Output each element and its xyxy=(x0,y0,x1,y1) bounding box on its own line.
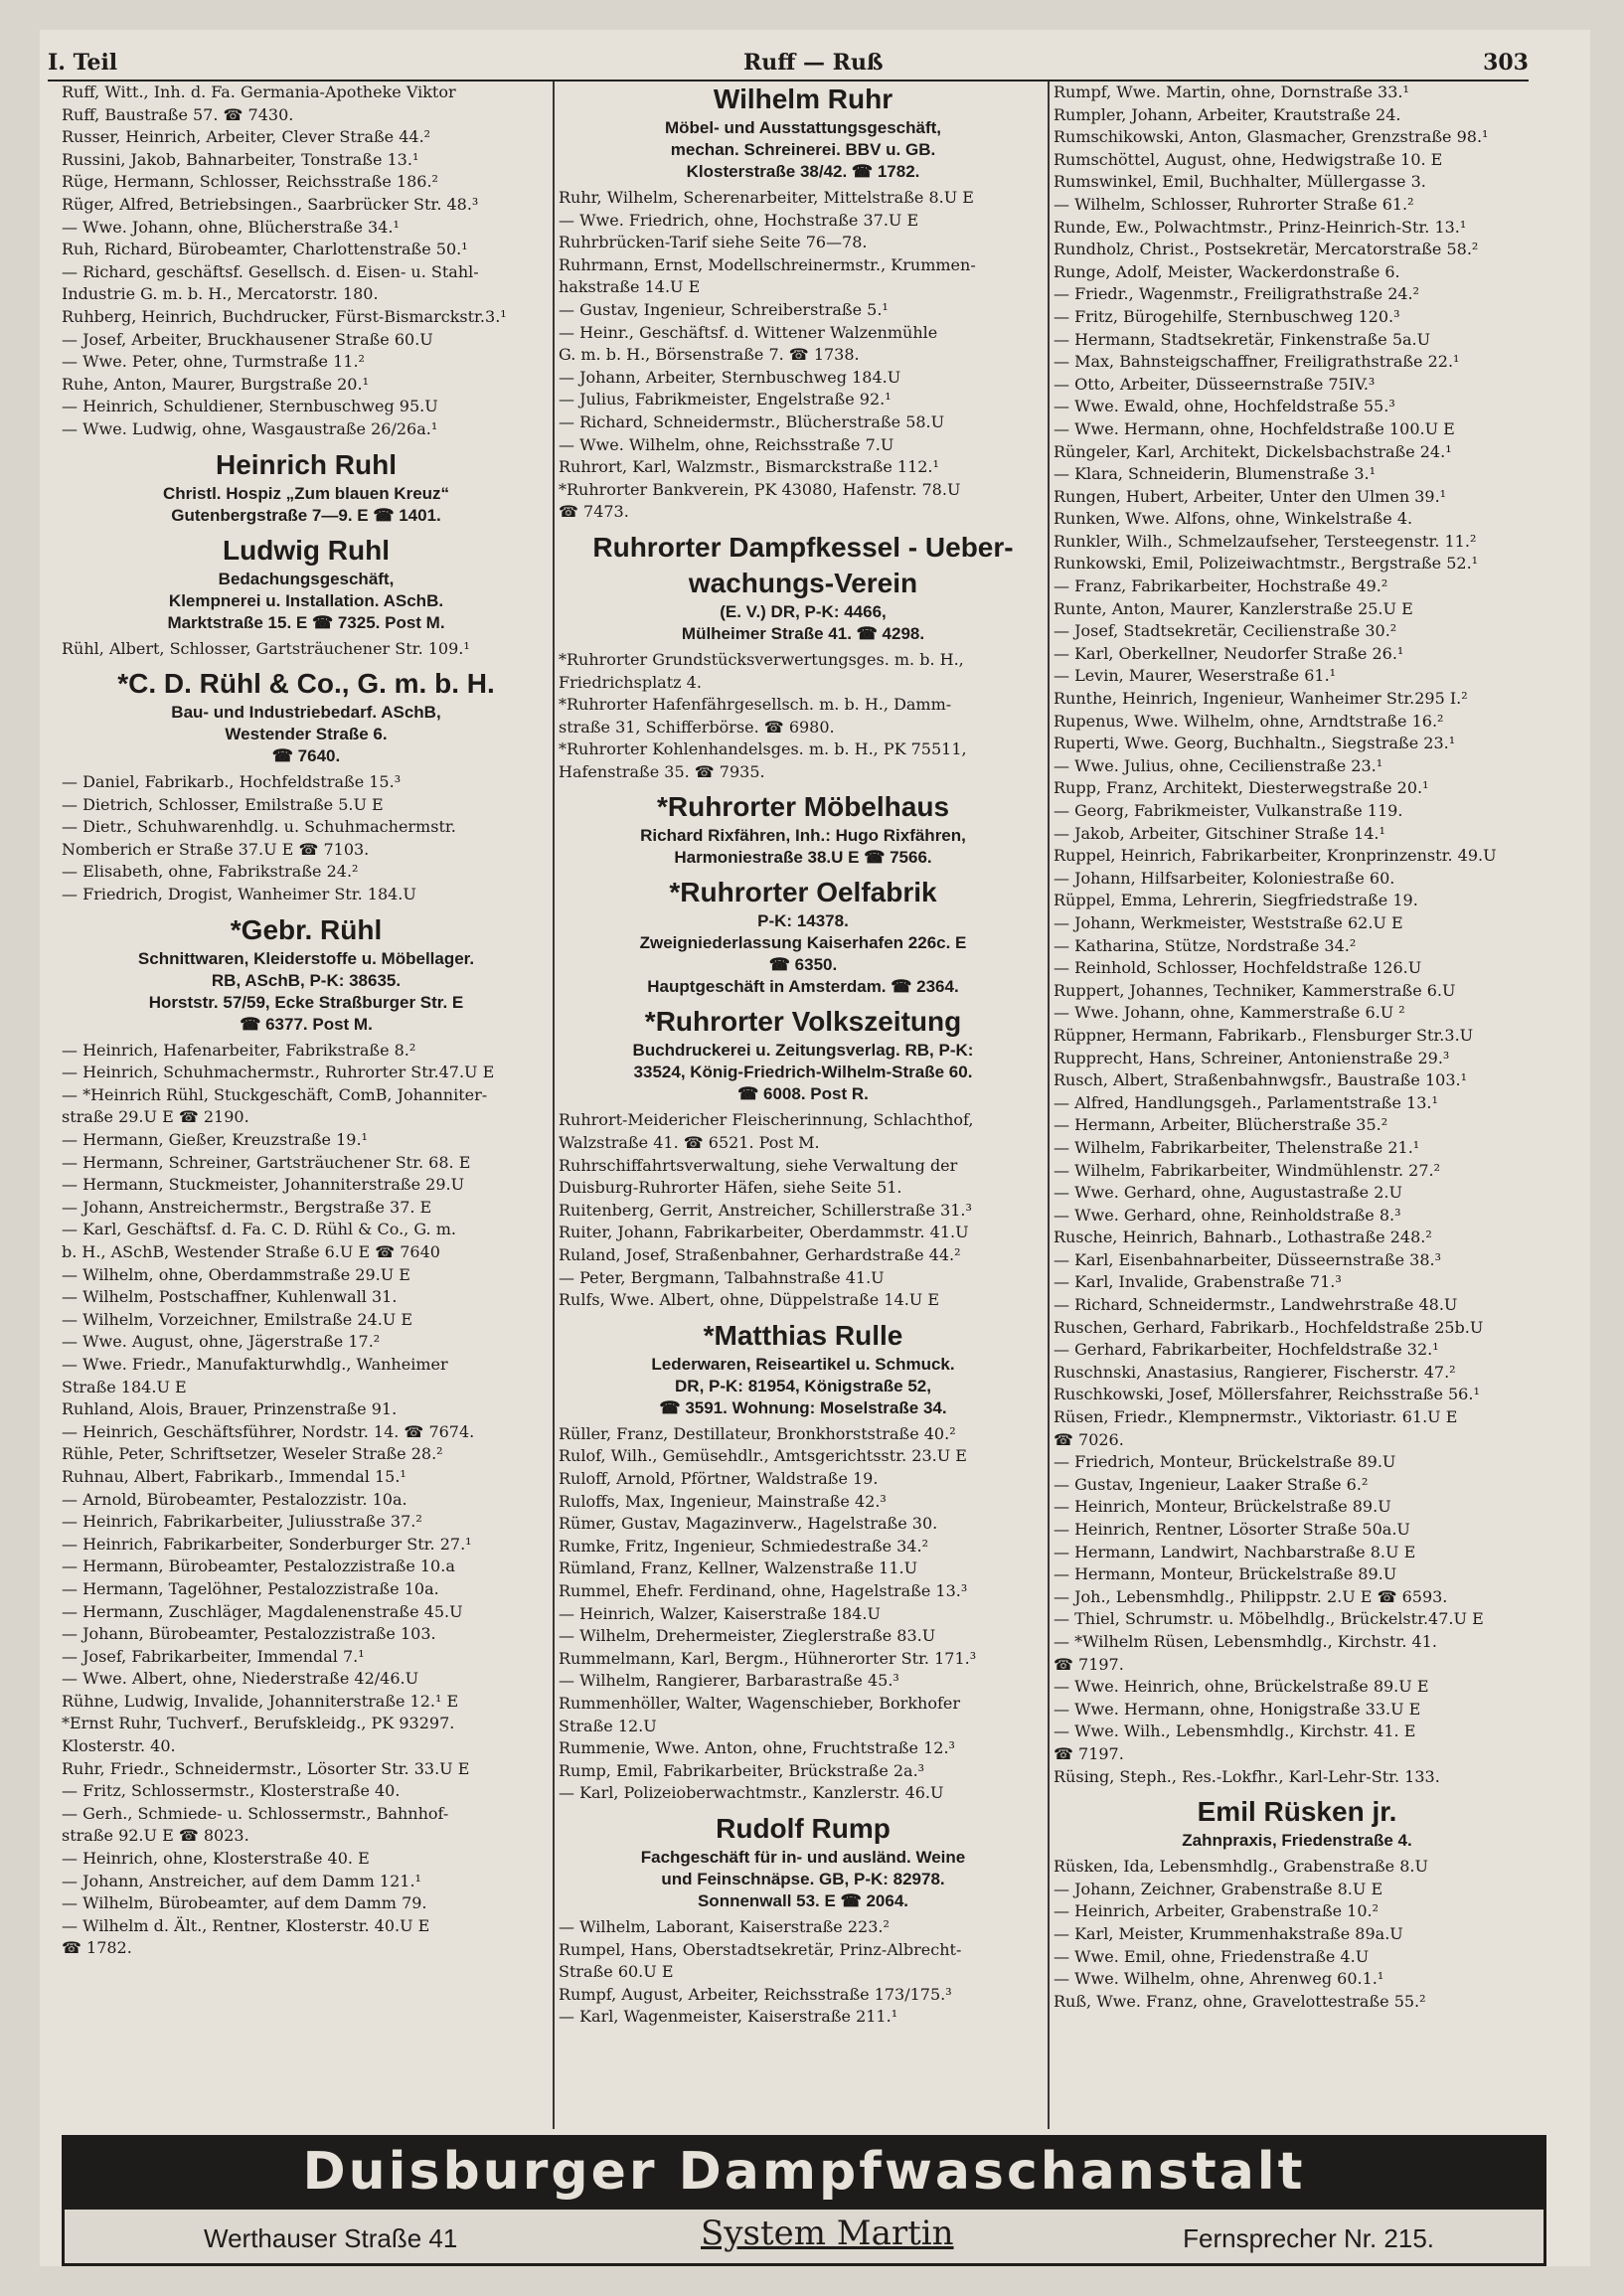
directory-entry: Ruppert, Johannes, Techniker, Kammerstraße 6.U xyxy=(1054,980,1456,1000)
directory-entry: — Karl, Meister, Krummenhakstraße 89a.U xyxy=(1054,1923,1403,1943)
directory-entry: — Wilhelm, Laborant, Kaiserstraße 223.² xyxy=(559,1916,890,1936)
directory-entry: ☎ 7026. xyxy=(1054,1429,1124,1449)
directory-entry: b. H., ASchB, Westender Straße 6.U E ☎ 7640 xyxy=(62,1242,440,1261)
directory-entry: — Elisabeth, ohne, Fabrikstraße 24.² xyxy=(62,862,359,882)
directory-entry: — Hermann, Bürobeamter, Pestalozzistraße 10.a xyxy=(62,1557,455,1576)
directory-entry: Ruff, Witt., Inh. d. Fa. Germania-Apotheke Viktor xyxy=(62,82,456,101)
directory-entry: — Karl, Eisenbahnarbeiter, Düsseernstraße 38.³ xyxy=(1054,1249,1442,1269)
directory-entry: Rüller, Franz, Destillateur, Bronkhorststraße 40.² xyxy=(559,1423,956,1443)
entry-list xyxy=(1054,82,1541,1788)
directory-entry: Rundholz, Christ., Postsekretär, Mercatorstraße 58.² xyxy=(1054,240,1479,259)
ad-line: Zahnpraxis, Friedenstraße 4. xyxy=(1182,1831,1412,1851)
directory-entry: hakstraße 14.U E xyxy=(559,277,701,297)
directory-entry: Rümer, Gustav, Magazinverw., Hagelstraße 30. xyxy=(559,1514,938,1534)
directory-entry: — Friedrich, Monteur, Brückelstraße 89.U xyxy=(1054,1452,1396,1472)
directory-entry: — Wilhelm, ohne, Oberdammstraße 29.U E xyxy=(62,1264,410,1284)
directory-entry: — *Wilhelm Rüsen, Lebensmhdlg., Kirchstr. 41. xyxy=(1054,1631,1437,1651)
directory-entry: Runkowski, Emil, Polizeiwachtmstr., Bergstraße 52.¹ xyxy=(1054,554,1479,574)
directory-entry: — Heinrich, Rentner, Lösorter Straße 50a.U xyxy=(1054,1520,1410,1539)
directory-entry: — Heinrich, Hafenarbeiter, Fabrikstraße 8.² xyxy=(62,1040,416,1060)
directory-entry: — Gerhard, Fabrikarbeiter, Hochfeldstraße 32.¹ xyxy=(1054,1340,1439,1360)
directory-entry: — Wilhelm, Rangierer, Barbarastraße 45.³ xyxy=(559,1671,899,1691)
ad-line: Marktstraße 15. E ☎ 7325. Post M. xyxy=(167,612,445,632)
directory-entry: Rüppel, Emma, Lehrerin, Siegfriedstraße 19. xyxy=(1054,891,1418,910)
directory-entry: — Johann, Werkmeister, Weststraße 62.U E xyxy=(1054,912,1403,932)
directory-entry: Ruff, Baustraße 57. ☎ 7430. xyxy=(62,104,294,124)
directory-entry: — Hermann, Tagelöhner, Pestalozzistraße 10a. xyxy=(62,1578,439,1598)
entry-list xyxy=(559,1109,1048,1311)
directory-entry: — Josef, Fabrikarbeiter, Immendal 7.¹ xyxy=(62,1646,365,1666)
directory-entry: Rungen, Hubert, Arbeiter, Unter den Ulmen 39.¹ xyxy=(1054,486,1447,506)
directory-entry: *Ruhrorter Kohlenhandelsges. m. b. H., PK 75511, xyxy=(559,739,967,759)
ad-line: Zweigniederlassung Kaiserhafen 226c. E xyxy=(639,933,967,953)
directory-entry: — Gerh., Schmiede- u. Schlossermstr., Bahnhof- xyxy=(62,1803,449,1823)
ad-cd-ruehl xyxy=(62,666,551,767)
ad-name: *Ruhrorter Oelfabrik xyxy=(669,877,937,908)
directory-entry: — Johann, Bürobeamter, Pestalozzistraße 103. xyxy=(62,1624,436,1644)
ad-line: Harmoniestraße 38.U E ☎ 7566. xyxy=(674,848,932,868)
directory-entry: — Wilhelm, Postschaffner, Kuhlenwall 31. xyxy=(62,1287,398,1307)
ad-ludwig-ruhl xyxy=(62,533,551,634)
ad-line: Horststr. 57/59, Ecke Straßburger Str. E xyxy=(148,992,464,1012)
ad-line: Fachgeschäft für in- und ausländ. Weine xyxy=(640,1847,966,1867)
directory-entry: Industrie G. m. b. H., Mercatorstr. 180. xyxy=(62,284,379,304)
directory-entry: Rupp, Franz, Architekt, Diesterwegstraße 20.¹ xyxy=(1054,778,1429,798)
directory-entry: — Reinhold, Schlosser, Hochfeldstraße 126.U xyxy=(1054,958,1422,978)
directory-entry: Rumschikowski, Anton, Glasmacher, Grenzstraße 98.¹ xyxy=(1054,127,1489,147)
directory-entry: Rumpel, Hans, Oberstadtsekretär, Prinz-Albrecht- xyxy=(559,1939,962,1959)
ad-wilhelm-ruhr xyxy=(559,82,1048,183)
directory-entry: — Wwe. Julius, ohne, Cecilienstraße 23.¹ xyxy=(1054,755,1383,775)
ad-name: Heinrich Ruhl xyxy=(215,448,397,480)
directory-entry: — Wilhelm d. Ält., Rentner, Klosterstr. 40.U E xyxy=(62,1915,430,1935)
directory-entry: Ruitenberg, Gerrit, Anstreicher, Schillerstraße 31.³ xyxy=(559,1200,972,1220)
ad-line: mechan. Schreinerei. BBV u. GB. xyxy=(670,140,936,159)
directory-entry: — Wwe. Emil, ohne, Friedenstraße 4.U xyxy=(1054,1946,1370,1966)
directory-entry: Rusche, Heinrich, Bahnarb., Lothastraße 248.² xyxy=(1054,1228,1432,1247)
ad-name: *Ruhrorter Möbelhaus xyxy=(656,791,950,823)
directory-entry: Rüge, Hermann, Schlosser, Reichsstraße 186.² xyxy=(62,172,438,192)
ad-line: ☎ 6008. Post R. xyxy=(737,1084,869,1104)
directory-entry: — Richard, Schneidermstr., Landwehrstraße 48.U xyxy=(1054,1295,1458,1315)
ad-line: Sonnenwall 53. E ☎ 2064. xyxy=(697,1890,909,1910)
directory-entry: Runde, Ew., Polwachtmstr., Prinz-Heinrich-Str. 13.¹ xyxy=(1054,217,1467,237)
directory-entry: straße 29.U E ☎ 2190. xyxy=(62,1107,249,1127)
ad-line: DR, P-K: 81954, Königstraße 52, xyxy=(675,1376,931,1395)
column-rule xyxy=(1048,82,1050,2129)
ad-volkszeitung xyxy=(559,1004,1048,1105)
directory-entry: Russini, Jakob, Bahnarbeiter, Tonstraße 13.¹ xyxy=(62,149,419,169)
ad-line: Klosterstraße 38/42. ☎ 1782. xyxy=(686,162,920,181)
ad-line: ☎ 6350. xyxy=(768,955,838,975)
directory-entry: Rummenie, Wwe. Anton, ohne, Fruchtstraße 12.³ xyxy=(559,1738,955,1758)
directory-entry: — Wwe. August, ohne, Jägerstraße 17.² xyxy=(62,1332,381,1352)
ad-name: Ludwig Ruhl xyxy=(223,534,390,566)
ad-line: RB, ASchB, P-K: 38635. xyxy=(211,970,402,990)
directory-entry: — Josef, Arbeiter, Bruckhausener Straße 60.U xyxy=(62,329,433,349)
footer-title: Duisburger Dampfwaschanstalt xyxy=(302,2142,1306,2202)
directory-entry: straße 92.U E ☎ 8023. xyxy=(62,1826,249,1846)
entry-list xyxy=(62,1040,551,1960)
entry-list xyxy=(62,638,551,661)
directory-entry: — Alfred, Handlungsgeh., Parlamentstraße 13.¹ xyxy=(1054,1092,1438,1112)
directory-entry: straße 31, Schifferbörse. ☎ 6980. xyxy=(559,717,835,737)
directory-entry: — *Heinrich Rühl, Stuckgeschäft, ComB, Johanniter- xyxy=(62,1084,488,1104)
directory-entry: — Heinrich, Geschäftsführer, Nordstr. 14. ☎ 7674. xyxy=(62,1421,475,1441)
ad-name: Rudolf Rump xyxy=(716,1812,891,1844)
directory-entry: — Wwe. Ewald, ohne, Hochfeldstraße 55.³ xyxy=(1054,397,1395,416)
directory-entry: — Hermann, Monteur, Brückelstraße 89.U xyxy=(1054,1564,1397,1584)
directory-entry: — Hermann, Stadtsekretär, Finkenstraße 5a.U xyxy=(1054,329,1431,349)
directory-entry: Rupenus, Wwe. Wilhelm, ohne, Arndtstraße 16.² xyxy=(1054,711,1444,731)
directory-entry: Rumswinkel, Emil, Buchhalter, Müllergasse 3. xyxy=(1054,172,1426,192)
directory-entry: — Johann, Zeichner, Grabenstraße 8.U E xyxy=(1054,1879,1383,1898)
directory-entry: Nomberich er Straße 37.U E ☎ 7103. xyxy=(62,839,370,859)
directory-entry: Rühle, Peter, Schriftsetzer, Weseler Straße 28.² xyxy=(62,1444,443,1464)
directory-entry: — Wwe. Wilh., Lebensmhdlg., Kirchstr. 41. E xyxy=(1054,1722,1416,1741)
directory-entry: Ruland, Josef, Straßenbahner, Gerhardstraße 44.² xyxy=(559,1245,961,1265)
page-number: 303 xyxy=(1483,50,1529,76)
ad-line: Buchdruckerei u. Zeitungsverlag. RB, P-K: xyxy=(632,1041,974,1061)
directory-entry: Ruschen, Gerhard, Fabrikarb., Hochfeldstraße 25b.U xyxy=(1054,1317,1484,1337)
directory-entry: Rümland, Franz, Kellner, Walzenstraße 11.U xyxy=(559,1558,918,1578)
ad-oelfabrik xyxy=(559,875,1048,998)
ad-matthias-rulle xyxy=(559,1318,1048,1419)
directory-entry: Ruschkowski, Josef, Möllersfahrer, Reichsstraße 56.¹ xyxy=(1054,1385,1480,1404)
directory-entry: — Friedr., Wagenmstr., Freiligrathstraße 24.² xyxy=(1054,284,1420,304)
page-header xyxy=(48,48,1529,82)
ad-name: Ruhrorter Dampfkessel - Ueber- xyxy=(592,531,1014,563)
directory-entry: — Dietr., Schuhwarenhdlg. u. Schuhmachermstr. xyxy=(62,817,456,837)
ad-dampfkessel xyxy=(559,530,1048,645)
directory-entry: Rühl, Albert, Schlosser, Gartsträuchener Str. 109.¹ xyxy=(62,638,470,658)
directory-entry: — Friedrich, Drogist, Wanheimer Str. 184.U xyxy=(62,885,416,904)
directory-entry: — Levin, Maurer, Weserstraße 61.¹ xyxy=(1054,666,1337,686)
ad-line: ☎ 3591. Wohnung: Moselstraße 34. xyxy=(659,1397,947,1417)
directory-entry: Rüsken, Ida, Lebensmhdlg., Grabenstraße 8.U xyxy=(1054,1857,1428,1877)
directory-entry: Rüsen, Friedr., Klempnermstr., Viktoriastr. 61.U E xyxy=(1054,1407,1458,1427)
ad-heinrich-ruhl xyxy=(62,447,551,527)
ad-emil-ruesken xyxy=(1054,1794,1541,1852)
ad-line: ☎ 6377. Post M. xyxy=(240,1014,373,1034)
running-head: Ruff — Ruß xyxy=(743,50,884,76)
directory-entry: Runken, Wwe. Alfons, ohne, Winkelstraße 4. xyxy=(1054,509,1413,529)
directory-entry: — Wwe. Wilhelm, ohne, Reichsstraße 7.U xyxy=(559,434,894,454)
directory-entry: — Arnold, Bürobeamter, Pestalozzistr. 10a. xyxy=(62,1489,407,1509)
directory-entry: — Heinrich, Walzer, Kaiserstraße 184.U xyxy=(559,1603,881,1623)
directory-entry: Straße 12.U xyxy=(559,1716,657,1735)
directory-entry: — Hermann, Zuschläger, Magdalenenstraße 45.U xyxy=(62,1601,463,1621)
directory-entry: — Heinrich, Schuhmachermstr., Ruhrorter Str.47.U E xyxy=(62,1063,495,1082)
directory-entry: — Max, Bahnsteigschaffner, Freiligrathstraße 22.¹ xyxy=(1054,352,1460,372)
ad-line: Mülheimer Straße 41. ☎ 4298. xyxy=(681,623,925,643)
directory-entry: Klosterstr. 40. xyxy=(62,1736,176,1756)
directory-entry: Rumschöttel, August, ohne, Hedwigstraße 10. E xyxy=(1054,149,1443,169)
directory-entry: G. m. b. H., Börsenstraße 7. ☎ 1738. xyxy=(559,345,860,365)
ad-line: Westender Straße 6. xyxy=(225,725,388,744)
directory-entry: Rummelmann, Karl, Bergm., Hühnerorter Str. 171.³ xyxy=(559,1648,977,1668)
ad-line: Möbel- und Ausstattungsgeschäft, xyxy=(665,118,941,137)
directory-entry: — Hermann, Gießer, Kreuzstraße 19.¹ xyxy=(62,1130,368,1150)
entry-list xyxy=(559,1916,1048,2029)
directory-entry: — Dietrich, Schlosser, Emilstraße 5.U E xyxy=(62,794,384,814)
directory-entry: Ruß, Wwe. Franz, ohne, Gravelottestraße 55.² xyxy=(1054,1991,1426,2011)
directory-entry: Ruhnau, Albert, Fabrikarb., Immendal 15.¹ xyxy=(62,1466,406,1486)
directory-entry: Rumpf, August, Arbeiter, Reichsstraße 173/175.³ xyxy=(559,1984,952,2004)
directory-entry: — Wilhelm, Drehermeister, Zieglerstraße 83.U xyxy=(559,1626,936,1646)
directory-entry: Rummenhöller, Walter, Wagenschieber, Borkhofer xyxy=(559,1693,960,1713)
directory-entry: Runthe, Heinrich, Ingenieur, Wanheimer Str.295 I.² xyxy=(1054,689,1468,709)
directory-entry: — Joh., Lebensmhdlg., Philippstr. 2.U E ☎ 6593. xyxy=(1054,1586,1448,1606)
ad-line: Bau- und Industriebedarf. ASchB, xyxy=(171,703,441,723)
directory-entry: — Heinrich, Fabrikarbeiter, Sonderburger Str. 27.¹ xyxy=(62,1534,472,1554)
directory-entry: Ruhrbrücken-Tarif siehe Seite 76—78. xyxy=(559,233,868,252)
directory-entry: Rulof, Wilh., Gemüsehdlr., Amtsgerichtsstr. 23.U E xyxy=(559,1446,967,1466)
directory-entry: *Ruhrorter Grundstücksverwertungsges. m. b. H., xyxy=(559,649,964,669)
directory-entry: — Wwe. Johann, ohne, Kammerstraße 6.U ² xyxy=(1054,1003,1405,1023)
directory-entry: — Heinrich, Monteur, Brückelstraße 89.U xyxy=(1054,1497,1391,1517)
directory-entry: Rüger, Alfred, Betriebsingen., Saarbrücker Str. 48.³ xyxy=(62,194,479,214)
directory-entry: Ruschnski, Anastasius, Rangierer, Fischerstr. 47.² xyxy=(1054,1362,1456,1382)
ad-name: *C. D. Rühl & Co., G. m. b. H. xyxy=(117,668,495,700)
directory-entry: — Johann, Anstreicher, auf dem Damm 121.¹ xyxy=(62,1871,421,1890)
directory-entry: Rüngeler, Karl, Architekt, Dickelsbachstraße 24.¹ xyxy=(1054,441,1452,461)
section-label: I. Teil xyxy=(48,50,118,76)
directory-entry: — Wwe. Hermann, ohne, Honigstraße 33.U E xyxy=(1054,1699,1421,1719)
ad-line: P-K: 14378. xyxy=(757,911,849,931)
directory-entry: Duisburg-Ruhrorter Häfen, siehe Seite 51. xyxy=(559,1178,902,1198)
directory-entry: — Hermann, Schreiner, Gartsträuchener Str. 68. E xyxy=(62,1152,471,1172)
column-rule xyxy=(553,82,555,2129)
entry-list xyxy=(62,82,551,441)
directory-entry: — Karl, Invalide, Grabenstraße 71.³ xyxy=(1054,1272,1342,1292)
directory-entry: Rummel, Ehefr. Ferdinand, ohne, Hagelstraße 13.³ xyxy=(559,1580,968,1600)
footer-advertisement xyxy=(62,2135,1546,2266)
directory-entry: Ruhrschiffahrtsverwaltung, siehe Verwaltung der xyxy=(559,1155,958,1175)
ad-line: Schnittwaren, Kleiderstoffe u. Möbellager. xyxy=(137,948,475,968)
footer-address: Werthauser Straße 41 xyxy=(204,2223,458,2253)
ad-line: und Feinschnäpse. GB, P-K: 82978. xyxy=(661,1869,945,1888)
directory-entry: Rüsing, Steph., Res.-Lokfhr., Karl-Lehr-Str. 133. xyxy=(1054,1766,1440,1786)
entry-list xyxy=(62,771,551,906)
directory-entry: — Julius, Fabrikmeister, Engelstraße 92.¹ xyxy=(559,390,892,410)
directory-entry: — Heinrich, Fabrikarbeiter, Juliusstraße 37.² xyxy=(62,1512,422,1532)
directory-entry: — Wwe. Heinrich, ohne, Brückelstraße 89.U E xyxy=(1054,1677,1429,1697)
ad-name: *Ruhrorter Volkszeitung xyxy=(644,1006,962,1038)
directory-entry: Friedrichsplatz 4. xyxy=(559,672,702,692)
directory-entry: — Karl, Polizeioberwachtmstr., Kanzlerstr. 46.U xyxy=(559,1783,944,1803)
ad-name: *Gebr. Rühl xyxy=(230,913,383,945)
ad-line: ☎ 7640. xyxy=(271,746,341,766)
directory-entry: — Katharina, Stütze, Nordstraße 34.² xyxy=(1054,935,1357,955)
directory-entry: Ruhr, Wilhelm, Scherenarbeiter, Mittelstraße 8.U E xyxy=(559,188,974,207)
directory-entry: ☎ 7473. xyxy=(559,502,629,522)
directory-entry: Ruhland, Alois, Brauer, Prinzenstraße 91. xyxy=(62,1399,398,1419)
directory-entry: — Wwe. Friedr., Manufakturwhdlg., Wanheimer xyxy=(62,1354,448,1374)
directory-entry: Ruh, Richard, Bürobeamter, Charlottenstraße 50.¹ xyxy=(62,240,468,259)
ad-line: 33524, König-Friedrich-Wilhelm-Straße 60. xyxy=(633,1063,973,1082)
directory-entry: — Thiel, Schrumstr. u. Möbelhdlg., Brückelstr.47.U E xyxy=(1054,1609,1484,1629)
directory-entry: — Karl, Oberkellner, Neudorfer Straße 26.¹ xyxy=(1054,643,1404,663)
directory-entry: Rumke, Fritz, Ingenieur, Schmiedestraße 34.² xyxy=(559,1536,928,1556)
column-1 xyxy=(62,82,551,2129)
directory-entry: Russer, Heinrich, Arbeiter, Clever Straße 44.² xyxy=(62,127,431,147)
directory-entry: Rumpler, Johann, Arbeiter, Krautstraße 24. xyxy=(1054,104,1401,124)
directory-entry: — Karl, Geschäftsf. d. Fa. C. D. Rühl & Co., G. m. xyxy=(62,1220,456,1239)
footer-phone: Fernsprecher Nr. 215. xyxy=(1183,2223,1434,2253)
directory-entry: Ruhrort-Meidericher Fleischerinnung, Schlachthof, xyxy=(559,1110,974,1130)
directory-entry: — Hermann, Arbeiter, Blücherstraße 35.² xyxy=(1054,1115,1388,1135)
directory-entry: *Ruhrorter Bankverein, PK 43080, Hafenstr. 78.U xyxy=(559,479,961,499)
directory-entry: — Heinrich, ohne, Klosterstraße 40. E xyxy=(62,1849,370,1869)
entry-list xyxy=(559,1423,1048,1805)
directory-entry: Runge, Adolf, Meister, Wackerdonstraße 6. xyxy=(1054,261,1400,281)
directory-entry: Rüppner, Hermann, Fabrikarb., Flensburger Str.3.U xyxy=(1054,1025,1474,1045)
directory-entry: Runkler, Wilh., Schmelzaufseher, Tersteegenstr. 11.² xyxy=(1054,531,1477,551)
directory-entry: Runte, Anton, Maurer, Kanzlerstraße 25.U E xyxy=(1054,598,1413,618)
directory-entry: — Wwe. Wilhelm, ohne, Ahrenweg 60.1.¹ xyxy=(1054,1969,1384,1989)
ad-gebr-ruehl xyxy=(62,912,551,1036)
directory-entry: — Franz, Fabrikarbeiter, Hochstraße 49.² xyxy=(1054,576,1388,596)
ad-name: Wilhelm Ruhr xyxy=(713,83,893,114)
directory-entry: *Ernst Ruhr, Tuchverf., Berufskleidg., PK 93297. xyxy=(62,1714,455,1733)
directory-entry: Walzstraße 41. ☎ 6521. Post M. xyxy=(559,1133,820,1153)
directory-entry: Ruloffs, Max, Ingenieur, Mainstraße 42.³ xyxy=(559,1491,887,1511)
directory-entry: Ruppel, Heinrich, Fabrikarbeiter, Kronprinzenstr. 49.U xyxy=(1054,846,1497,866)
ad-line: Lederwaren, Reiseartikel u. Schmuck. xyxy=(651,1354,955,1374)
directory-entry: Rump, Emil, Fabrikarbeiter, Brückstraße 2a.³ xyxy=(559,1760,925,1780)
directory-entry: Straße 184.U E xyxy=(62,1377,187,1396)
footer-system: System Martin xyxy=(701,2214,954,2253)
entry-list xyxy=(559,649,1048,784)
entry-list xyxy=(559,187,1048,524)
directory-entry: *Ruhrorter Hafenfährgesellsch. m. b. H., Damm- xyxy=(559,695,952,715)
directory-entry: Rulfs, Wwe. Albert, ohne, Düppelstraße 14.U E xyxy=(559,1290,940,1310)
directory-entry: — Richard, Schneidermstr., Blücherstraße 58.U xyxy=(559,411,945,431)
directory-entry: — Johann, Arbeiter, Sternbuschweg 184.U xyxy=(559,367,901,387)
directory-entry: Hafenstraße 35. ☎ 7935. xyxy=(559,761,765,781)
directory-entry: Ruhr, Friedr., Schneidermstr., Lösorter Str. 33.U E xyxy=(62,1758,470,1778)
directory-entry: — Wilhelm, Schlosser, Ruhrorter Straße 61.² xyxy=(1054,194,1414,214)
entry-list xyxy=(1054,1856,1541,2013)
ad-rudolf-rump xyxy=(559,1811,1048,1912)
directory-entry: — Georg, Fabrikmeister, Vulkanstraße 119. xyxy=(1054,801,1403,820)
directory-entry: Straße 60.U E xyxy=(559,1962,674,1982)
ad-line: Klempnerei u. Installation. ASchB. xyxy=(168,590,444,610)
ad-line: Christl. Hospiz „Zum blauen Kreuz“ xyxy=(162,483,450,503)
directory-entry: — Karl, Wagenmeister, Kaiserstraße 211.¹ xyxy=(559,2007,898,2027)
directory-entry: Ruhrort, Karl, Walzmstr., Bismarckstraße 112.¹ xyxy=(559,457,939,477)
directory-entry: — Daniel, Fabrikarb., Hochfeldstraße 15.³ xyxy=(62,772,402,792)
directory-entry: Rusch, Albert, Straßenbahnwgsfr., Baustraße 103.¹ xyxy=(1054,1070,1467,1090)
ad-line: Gutenbergstraße 7—9. E ☎ 1401. xyxy=(171,505,441,525)
ad-line: Hauptgeschäft in Amsterdam. ☎ 2364. xyxy=(647,977,959,997)
directory-entry: — Gustav, Ingenieur, Laaker Straße 6.² xyxy=(1054,1474,1369,1494)
directory-entry: ☎ 7197. xyxy=(1054,1654,1124,1674)
directory-entry: Ruhe, Anton, Maurer, Burgstraße 20.¹ xyxy=(62,374,369,394)
directory-entry: — Peter, Bergmann, Talbahnstraße 41.U xyxy=(559,1267,885,1287)
directory-entry: Ruiter, Johann, Fabrikarbeiter, Oberdammstr. 41.U xyxy=(559,1223,969,1242)
directory-entry: — Wwe. Gerhard, ohne, Augustastraße 2.U xyxy=(1054,1183,1402,1203)
directory-entry: ☎ 1782. xyxy=(62,1938,132,1958)
directory-entry: Ruloff, Arnold, Pförtner, Waldstraße 19. xyxy=(559,1469,879,1488)
directory-entry: — Wwe. Ludwig, ohne, Wasgaustraße 26/26a.¹ xyxy=(62,418,438,438)
ad-line: (E. V.) DR, P-K: 4466, xyxy=(720,601,887,621)
ad-name: Emil Rüsken jr. xyxy=(1197,1796,1397,1828)
directory-entry: — Wwe. Hermann, ohne, Hochfeldstraße 100.U E xyxy=(1054,418,1455,438)
directory-entry: ☎ 7197. xyxy=(1054,1743,1124,1763)
directory-entry: — Wwe. Johann, ohne, Blücherstraße 34.¹ xyxy=(62,217,400,237)
directory-entry: — Heinrich, Arbeiter, Grabenstraße 10.² xyxy=(1054,1901,1380,1921)
directory-entry: Rühne, Ludwig, Invalide, Johanniterstraße 12.¹ E xyxy=(62,1691,459,1711)
ad-line: Bedachungsgeschäft, xyxy=(218,569,395,588)
directory-entry: — Wwe. Gerhard, ohne, Reinholdstraße 8.³ xyxy=(1054,1205,1401,1225)
column-2 xyxy=(559,82,1048,2129)
directory-entry: Rupprecht, Hans, Schreiner, Antonienstraße 29.³ xyxy=(1054,1048,1450,1067)
directory-entry: Ruhrmann, Ernst, Modellschreinermstr., Krummen- xyxy=(559,254,976,274)
directory-entry: — Wilhelm, Fabrikarbeiter, Windmühlenstr. 27.² xyxy=(1054,1160,1441,1180)
directory-entry: — Wwe. Peter, ohne, Turmstraße 11.² xyxy=(62,352,365,372)
directory-entry: — Wilhelm, Bürobeamter, auf dem Damm 79. xyxy=(62,1893,427,1913)
directory-entry: — Jakob, Arbeiter, Gitschiner Straße 14.¹ xyxy=(1054,823,1385,843)
column-3 xyxy=(1054,82,1541,2129)
directory-entry: — Johann, Anstreichermstr., Bergstraße 37. E xyxy=(62,1197,432,1217)
directory-entry: — Hermann, Stuckmeister, Johanniterstraße 29.U xyxy=(62,1175,465,1195)
directory-entry: — Hermann, Landwirt, Nachbarstraße 8.U E xyxy=(1054,1542,1416,1561)
directory-entry: Ruperti, Wwe. Georg, Buchhaltn., Siegstraße 23.¹ xyxy=(1054,734,1456,753)
ad-moebelhaus xyxy=(559,789,1048,869)
directory-entry: — Fritz, Bürogehilfe, Sternbuschweg 120.³ xyxy=(1054,306,1400,326)
directory-entry: — Wwe. Albert, ohne, Niederstraße 42/46.U xyxy=(62,1669,419,1689)
directory-entry: — Josef, Stadtsekretär, Cecilienstraße 30.² xyxy=(1054,621,1397,641)
directory-entry: — Gustav, Ingenieur, Schreiberstraße 5.¹ xyxy=(559,299,889,319)
directory-entry: — Wwe. Friedrich, ohne, Hochstraße 37.U E xyxy=(559,210,919,230)
directory-entry: — Richard, geschäftsf. Gesellsch. d. Eisen- u. Stahl- xyxy=(62,261,479,281)
directory-entry: — Klara, Schneiderin, Blumenstraße 3.¹ xyxy=(1054,464,1376,484)
directory-entry: — Heinrich, Schuldiener, Sternbuschweg 95.U xyxy=(62,397,438,416)
ad-name: *Matthias Rulle xyxy=(703,1319,903,1351)
directory-entry: — Wilhelm, Fabrikarbeiter, Thelenstraße 21.¹ xyxy=(1054,1137,1420,1157)
directory-entry: — Johann, Hilfsarbeiter, Koloniestraße 60. xyxy=(1054,868,1395,888)
ad-line: Richard Rixfähren, Inh.: Hugo Rixfähren, xyxy=(640,826,966,846)
directory-entry: Rumpf, Wwe. Martin, ohne, Dornstraße 33.¹ xyxy=(1054,82,1409,101)
directory-entry: — Wilhelm, Vorzeichner, Emilstraße 24.U E xyxy=(62,1309,413,1329)
directory-entry: — Fritz, Schlossermstr., Klosterstraße 40. xyxy=(62,1781,401,1801)
directory-entry: — Otto, Arbeiter, Düsseernstraße 75IV.³ xyxy=(1054,374,1376,394)
directory-entry: — Heinr., Geschäftsf. d. Wittener Walzenmühle xyxy=(559,322,938,342)
ad-name-cont: wachungs-Verein xyxy=(688,567,918,598)
directory-entry: Ruhberg, Heinrich, Buchdrucker, Fürst-Bismarckstr.3.¹ xyxy=(62,306,507,326)
